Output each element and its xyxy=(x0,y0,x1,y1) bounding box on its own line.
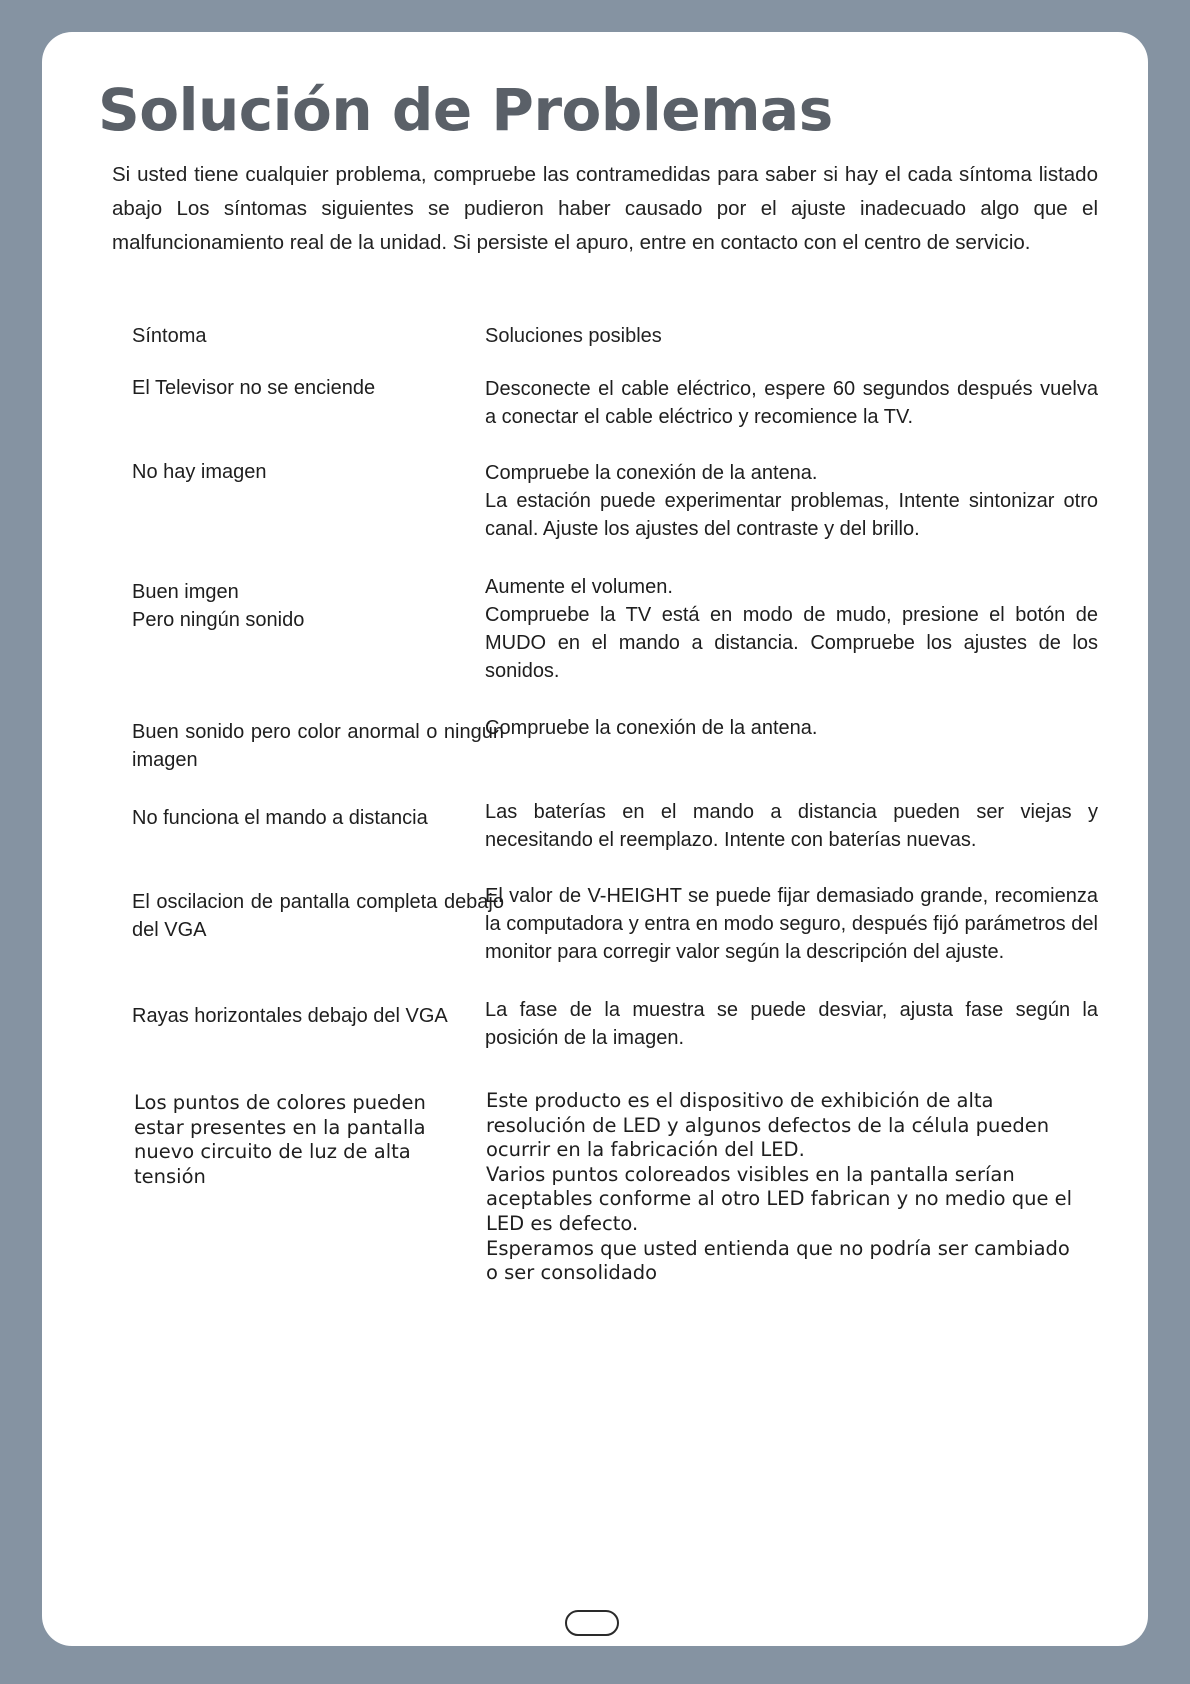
solution-line: aceptables conforme al otro LED fabrican y no medio que el xyxy=(486,1187,1073,1211)
header-solution: Soluciones posibles xyxy=(485,325,662,347)
row-3-symptom xyxy=(132,578,504,634)
row-1-symptom xyxy=(132,374,504,402)
row-7-symptom xyxy=(132,1002,504,1030)
row-1-solution xyxy=(485,375,1098,431)
row-5-solution xyxy=(485,798,1098,854)
solution-line: Compruebe la TV está en modo de mudo, presione el botón de MUDO en el mando a distancia. Compruebe los ajustes de los sonidos. xyxy=(485,604,1098,682)
intro-paragraph: Si usted tiene cualquier problema, compruebe las contramedidas para saber si hay el cada síntoma listado abajo Los síntomas siguientes se pudieron haber causado por el ajuste inadecuado algo que el malfuncionamiento real de la unidad. Si persiste el apuro, entre en contacto con el centro de servicio. xyxy=(112,163,1098,254)
row-5-symptom xyxy=(132,804,504,832)
solution-line: Compruebe la conexión de la antena. xyxy=(485,717,818,739)
row-6-solution xyxy=(485,882,1098,966)
solution-line: resolución de LED y algunos defectos de la célula pueden xyxy=(486,1113,1050,1137)
symptom-line: Pero ningún sonido xyxy=(132,609,305,631)
row-8-solution xyxy=(486,1089,1099,1286)
symptom-line: No hay imagen xyxy=(132,461,267,483)
row-2-symptom xyxy=(132,458,504,486)
solution-line: Varios puntos coloreados visibles en la pantalla serían xyxy=(486,1162,1015,1186)
page-title: Solución de Problemas xyxy=(98,76,833,144)
solution-line: Este producto es el dispositivo de exhibición de alta xyxy=(486,1089,994,1112)
solution-line: La estación puede experimentar problemas, Intente sintonizar otro canal. Ajuste los ajustes del contraste y del brillo. xyxy=(485,490,1098,540)
row-4-solution xyxy=(485,714,1098,742)
solution-line: LED es defecto. xyxy=(486,1211,639,1235)
symptom-line: Rayas horizontales debajo del VGA xyxy=(132,1005,448,1027)
solution-line: Desconecte el cable eléctrico, espere 60 segundos después vuelva a conectar el cable eléctrico y recomience la TV. xyxy=(485,378,1098,428)
row-6-symptom xyxy=(132,888,504,944)
manual-page xyxy=(42,32,1148,1646)
solution-line: Esperamos que usted entienda que no podría ser cambiado xyxy=(486,1236,1070,1260)
symptom-line: Buen imgen xyxy=(132,581,239,603)
page-number-badge xyxy=(565,1610,619,1636)
row-3-solution xyxy=(485,573,1098,685)
row-8-symptom xyxy=(134,1091,506,1189)
symptom-line: Buen sonido pero color anormal o ningún imagen xyxy=(132,721,504,771)
solution-line: La fase de la muestra se puede desviar, ajusta fase según la posición de la imagen. xyxy=(485,999,1098,1049)
row-4-symptom xyxy=(132,718,504,774)
symptom-line: El oscilacion de pantalla completa debajo del VGA xyxy=(132,891,504,941)
header-symptom: Síntoma xyxy=(132,325,207,347)
solution-line: ocurrir en la fabricación del LED. xyxy=(486,1138,805,1162)
symptom-line: El Televisor no se enciende xyxy=(132,377,376,399)
symptom-line: nuevo circuito de luz de alta xyxy=(134,1140,411,1164)
symptom-line: No funciona el mando a distancia xyxy=(132,807,428,829)
symptom-line: estar presentes en la pantalla xyxy=(134,1115,426,1139)
row-7-solution xyxy=(485,996,1098,1052)
solution-line: Las baterías en el mando a distancia pueden ser viejas y necesitando el reemplazo. Intente con baterías nuevas. xyxy=(485,801,1098,851)
row-2-solution xyxy=(485,459,1098,543)
solution-line: Compruebe la conexión de la antena. xyxy=(485,462,818,484)
solution-line: El valor de V-HEIGHT se puede fijar demasiado grande, recomienza la computadora y entra en modo seguro, después fijó parámetros del monitor para corregir valor según la descripción del ajuste. xyxy=(485,885,1098,963)
solution-line: o ser consolidado xyxy=(486,1261,658,1285)
solution-line: Aumente el volumen. xyxy=(485,576,673,598)
symptom-line: Los puntos de colores pueden xyxy=(134,1091,426,1114)
symptom-line: tensión xyxy=(134,1164,206,1188)
